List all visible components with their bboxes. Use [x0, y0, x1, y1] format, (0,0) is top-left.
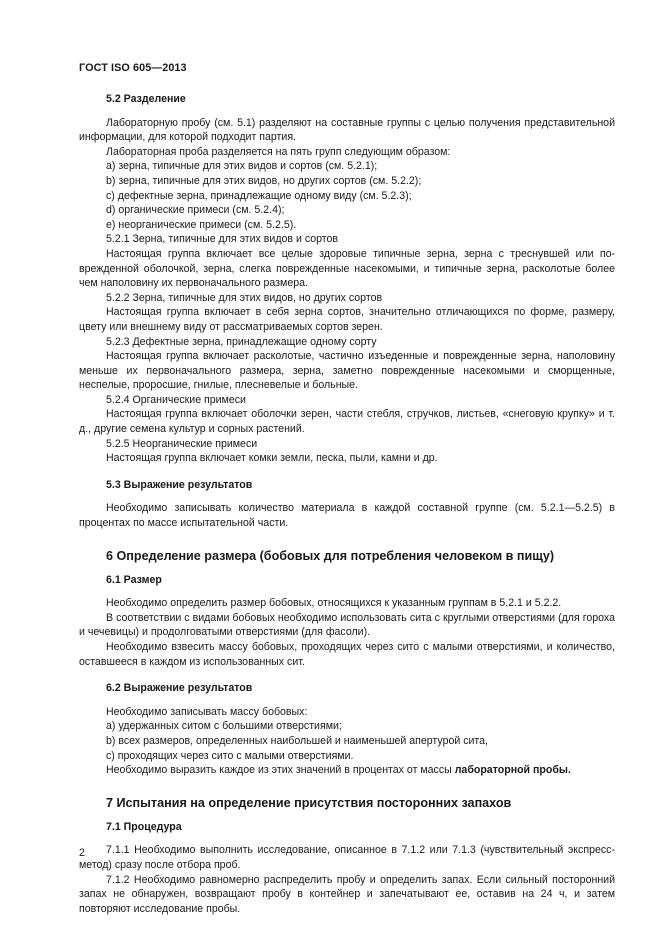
list-item: d) органические примеси (см. 5.2.4);	[106, 204, 285, 217]
document-body	[79, 92, 615, 916]
paragraph-text: Необходимо выразить каждое из этих значений в процентах от массы	[106, 764, 455, 777]
paragraph: Необходимо записывать массу бобовых:	[106, 705, 308, 718]
paragraph: Необходимо определить размер бобовых, относящихся к указанным группам в 5.2.1 и 5.2.2.	[106, 597, 562, 610]
paragraph: Необходимо записывать количество материала в каждой составной группе (см. 5.2.1—5.2.5) в процентах по массе испытательной части.	[79, 502, 615, 530]
paragraph: Настоящая группа включает в себя зерна сортов, значительно отличающихся по форме, размеру, цвету или внешнему виду от рассматриваемых сортов зерен.	[79, 306, 615, 333]
list-item: a) удержанных ситом с большими отверстиями;	[106, 720, 342, 733]
paragraph: 7.1.2 Необходимо равномерно распределить пробу и определить запах. Если сильный посторонний запах не обнаружен, возвращают пробу в контейнер и запечатывают ее, оставив на 24 ч, и затем повторяют исследование пробы.	[79, 873, 615, 915]
paragraph: 7.1.1 Необходимо выполнить исследование, описанное в 7.1.2 или 7.1.3 (чувствительный экспресс-метод) сразу после отбора проб.	[79, 844, 615, 871]
paragraph: Настоящая группа включает все целые здоровые типичные зерна, зерна с треснувшей или поврежденной оболочкой, зерна, слегка поврежденные насекомыми, и типичные зерна, расколотые более чем наполовину их первоначального размера.	[79, 247, 615, 290]
heading-6-1: 6.1 Размер	[106, 573, 162, 586]
list-item: c) проходящих через сито с малыми отверстиями.	[106, 749, 354, 762]
subheading-5-2-2: 5.2.2 Зерна, типичные для этих видов, но других сортов	[106, 291, 383, 304]
list-item: e) неорганические примеси (см. 5.2.5).	[106, 218, 297, 231]
paragraph: Настоящая группа включает комки земли, песка, пыли, камни и др.	[106, 452, 438, 465]
heading-5-3: 5.3 Выражение результатов	[106, 478, 253, 491]
paragraph: Лабораторную пробу (см. 5.1) разделяют на составные группы с целью получения представительной информации, для которой подходит партия.	[79, 116, 615, 144]
paragraph	[79, 763, 615, 778]
paragraph: Настоящая группа включает оболочки зерен, части стебля, стручков, листьев, «снеговую крупку» и т. д., другие семена культур и сорных растений.	[79, 408, 615, 436]
paragraph: Лабораторная проба разделяется на пять групп следующим образом:	[106, 145, 451, 158]
heading-7-1: 7.1 Процедура	[106, 820, 182, 833]
heading-5-2: 5.2 Разделение	[106, 93, 186, 105]
subheading-5-2-4: 5.2.4 Органические примеси	[106, 393, 246, 406]
list-item: a) зерна, типичные для этих видов и сортов (см. 5.2.1);	[106, 160, 378, 173]
list-item: b) зерна, типичные для этих видов, но других сортов (см. 5.2.2);	[106, 174, 422, 187]
subheading-5-2-3: 5.2.3 Дефектные зерна, принадлежащие одному сорту	[106, 335, 377, 348]
list-item: b) всех размеров, определенных наибольшей и наименьшей апертурой сита,	[106, 734, 488, 747]
page-number: 2	[79, 847, 85, 859]
paragraph: В соответствии с видами бобовых необходимо использовать сита с круглыми отверстиями (для гороха и чечевицы) и продолговатыми отверстиями (для фасоли).	[79, 611, 615, 639]
subheading-5-2-1: 5.2.1 Зерна, типичные для этих видов и сортов	[106, 233, 339, 246]
paragraph: Настоящая группа включает расколотые, частично изъеденные и поврежденные зерна, наполовину меньше их первоначального размера, зерна, заметно поврежденные насекомыми и сморщенные, неспелые, проросшие, гнилые, плесневелые и больные.	[79, 350, 615, 392]
list-item: c) дефектные зерна, принадлежащие одному виду (см. 5.2.3);	[106, 189, 412, 202]
document-header: ГОСТ ISO 605—2013	[79, 62, 187, 74]
bold-text: лабораторной пробы.	[454, 764, 571, 777]
paragraph: Необходимо взвесить массу бобовых, проходящих через сито с малыми отверстиями, и количество, оставшееся в каждом из использованных сит.	[79, 641, 615, 668]
subheading-5-2-5: 5.2.5 Неорганические примеси	[106, 437, 258, 450]
heading-section-7: 7 Испытания на определение присутствия посторонних запахов	[106, 795, 512, 810]
heading-6-2: 6.2 Выражение результатов	[106, 682, 253, 695]
heading-section-6: 6 Определение размера (бобовых для потребления человеком в пищу)	[106, 548, 555, 563]
